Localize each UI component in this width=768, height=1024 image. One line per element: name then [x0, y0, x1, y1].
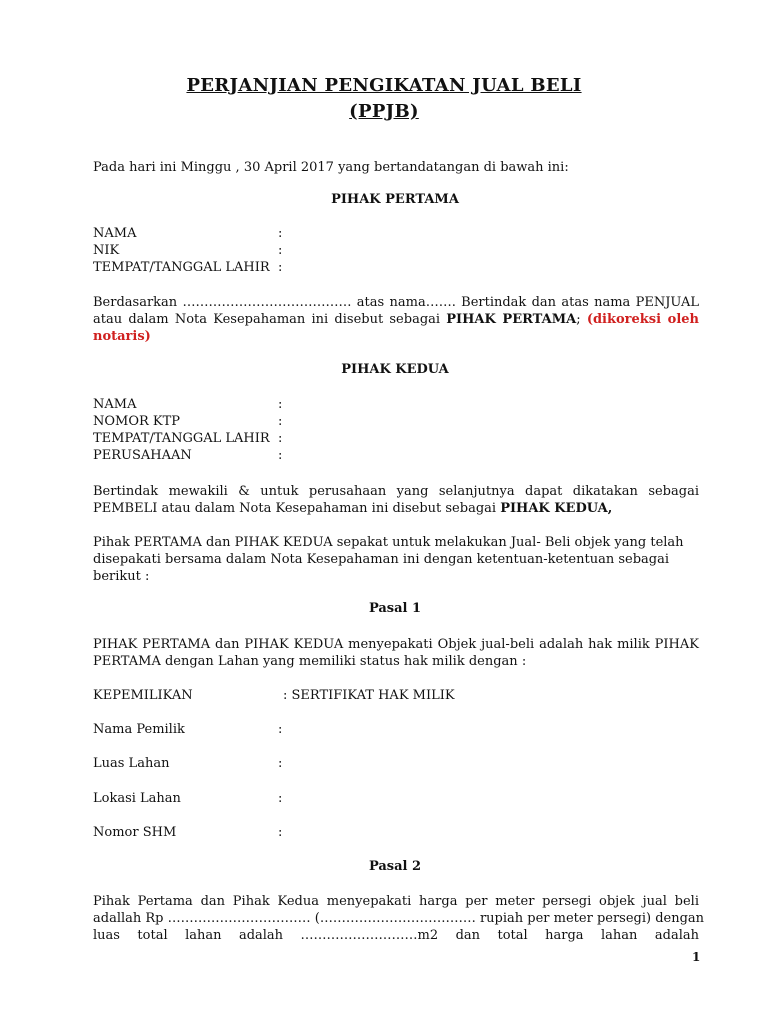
field-label: Luas Lahan: [93, 756, 170, 771]
paragraph-text: PEMBELI atau dalam Nota Kesepahaman ini disebut sebagai: [93, 501, 501, 516]
field-label: NIK: [93, 243, 120, 258]
field-label: Nomor SHM: [93, 825, 177, 840]
field-label: Lokasi Lahan: [93, 791, 181, 806]
pasal-2-line: adallah Rp …………………………… (……………………………… rupiah per meter persegi) dengan: [93, 911, 705, 926]
kepemilikan-value: : SERTIFIKAT HAK MILIK: [283, 688, 455, 703]
field-colon: :: [278, 722, 283, 737]
pihak-pertama-paragraph-line: Berdasarkan ………………………………… atas nama……. Bertindak dan atas nama PENJUAL: [93, 295, 699, 310]
paragraph-text: ;: [576, 312, 587, 327]
field-label: NAMA: [93, 397, 137, 412]
pihak-pertama-paragraph-line: [93, 311, 699, 328]
pasal-1-heading: Pasal 1: [368, 601, 422, 616]
paragraph-text: atau dalam Nota Kesepahaman ini disebut sebagai: [93, 312, 447, 327]
correction-note: (dikoreksi oleh: [586, 312, 699, 327]
field-colon: :: [278, 448, 283, 463]
opening-statement: Pada hari ini Minggu , 30 April 2017 yang bertandatangan di bawah ini:: [93, 160, 569, 175]
correction-note: notaris): [93, 329, 151, 344]
pasal-1-line: PIHAK PERTAMA dan PIHAK KEDUA menyepakati Objek jual-beli adalah hak milik PIHAK: [93, 637, 699, 652]
field-colon: :: [278, 756, 283, 771]
field-label: TEMPAT/TANGGAL LAHIR: [93, 431, 270, 446]
field-colon: :: [278, 791, 283, 806]
field-label: NAMA: [93, 226, 137, 241]
field-label: TEMPAT/TANGGAL LAHIR: [93, 260, 270, 275]
pasal-2-heading: Pasal 2: [368, 859, 422, 874]
party-name-bold: PIHAK PERTAMA: [446, 312, 577, 327]
agreement-line: Pihak PERTAMA dan PIHAK KEDUA sepakat untuk melakukan Jual- Beli objek yang telah: [93, 535, 684, 550]
field-colon: :: [278, 431, 283, 446]
pihak-pertama-heading: PIHAK PERTAMA: [331, 192, 459, 207]
agreement-line: disepakati bersama dalam Nota Kesepahaman ini dengan ketentuan-ketentuan sebagai: [93, 552, 670, 567]
field-colon: :: [278, 414, 283, 429]
agreement-line: berikut :: [93, 569, 150, 584]
field-colon: :: [278, 397, 283, 412]
party-name-bold: PIHAK KEDUA: [500, 501, 608, 516]
kepemilikan-label: KEPEMILIKAN: [93, 688, 193, 703]
field-colon: :: [278, 825, 283, 840]
field-colon: :: [278, 260, 283, 275]
field-label: NOMOR KTP: [93, 414, 181, 429]
document-subtitle: (PPJB): [349, 101, 419, 122]
field-colon: :: [278, 243, 283, 258]
field-colon: :: [278, 226, 283, 241]
paragraph-text: ,: [607, 501, 613, 516]
field-label: Nama Pemilik: [93, 722, 185, 737]
pihak-kedua-paragraph-line: [93, 500, 612, 517]
page-number: 1: [692, 950, 701, 964]
pihak-kedua-heading: PIHAK KEDUA: [341, 362, 449, 377]
field-label: PERUSAHAAN: [93, 448, 192, 463]
pasal-1-line: PERTAMA dengan Lahan yang memiliki status hak milik dengan :: [93, 654, 527, 669]
pasal-2-line: Pihak Pertama dan Pihak Kedua menyepakati harga per meter persegi objek jual beli: [93, 894, 699, 909]
document-title: PERJANJIAN PENGIKATAN JUAL BELI: [186, 75, 582, 96]
pasal-2-line: luas total lahan adalah ………………………m2 dan total harga lahan adalah: [93, 928, 699, 943]
pihak-kedua-paragraph-line: Bertindak mewakili & untuk perusahaan yang selanjutnya dapat dikatakan sebagai: [93, 484, 699, 499]
